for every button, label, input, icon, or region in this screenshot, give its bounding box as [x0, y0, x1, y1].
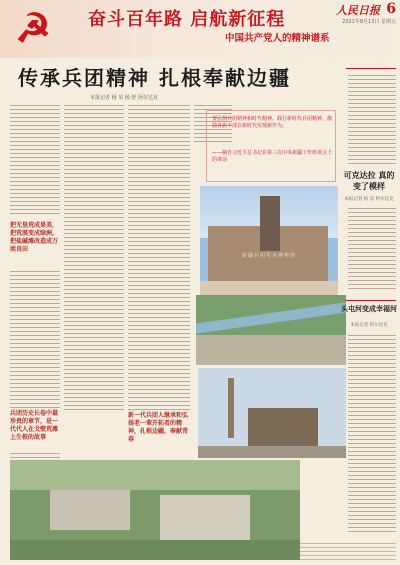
newspaper-masthead: 人民日报 — [336, 4, 380, 17]
dateline: 2021年8月13日 星期五 — [342, 19, 396, 25]
pull-quote-3: 新一代兵团人继承和弘扬老一辈开拓者的精神，扎根边疆，奉献青春 — [128, 412, 189, 443]
sidebar-story1-title: 可克达拉 真的变了模样 — [343, 171, 395, 191]
sidebar-rule-2 — [346, 300, 396, 301]
page-banner — [0, 0, 400, 58]
banner-slogan: 奋斗百年路 启航新征程 — [88, 9, 286, 30]
pull-quote-1: 把无垦荒成果美，把荒漠变成绿洲，把盐碱滩改造成万顷良田 — [10, 222, 59, 253]
monument-photo — [198, 368, 346, 458]
party-emblem-icon: ☭ — [15, 5, 51, 52]
quote-source: ——摘自习近平总书记在第三次中央新疆工作座谈会上的讲话 — [212, 150, 333, 163]
quote-text: 要弘扬兵团精神和时代精神，践行新时代兵团精神，激励各族干部在新时代实现新作为。 — [212, 116, 333, 129]
body-column-2 — [64, 102, 124, 412]
body-column-3 — [128, 102, 190, 412]
page-number: 6 — [386, 1, 396, 17]
article-headline: 传承兵团精神 扎根奉献边疆 — [18, 66, 291, 90]
sidebar-column-0 — [348, 72, 396, 164]
museum-sign: 新疆兵团军垦博物馆 — [241, 253, 296, 259]
article-byline: 本报记者 杨 昊 杨 舒 阿尔达克 — [90, 95, 158, 101]
body-column-1 — [10, 102, 60, 217]
sidebar-rule-1 — [346, 68, 396, 69]
sidebar-story1-byline: 本报记者 杨 昊 阿尔达克 — [344, 197, 394, 202]
sidebar-column-2 — [348, 332, 396, 532]
sidebar-column-1 — [348, 205, 396, 290]
river-aerial-photo — [196, 295, 346, 365]
page-footer — [300, 540, 396, 562]
pull-quote-2: 兵团历史长卷中最珍贵的章节，是一代代人在戈壁荒滩上生根的故事 — [10, 410, 59, 441]
banner-subslogan: 中国共产党人的精神谱系 — [225, 33, 330, 44]
city-aerial-photo — [10, 460, 300, 560]
sidebar-story2-byline: 本报记者 阿尔达克 — [350, 323, 388, 328]
museum-photo — [200, 186, 338, 298]
body-column-1b — [10, 268, 60, 408]
sidebar-story2-title: 头屯河变成幸福河 — [341, 305, 397, 313]
